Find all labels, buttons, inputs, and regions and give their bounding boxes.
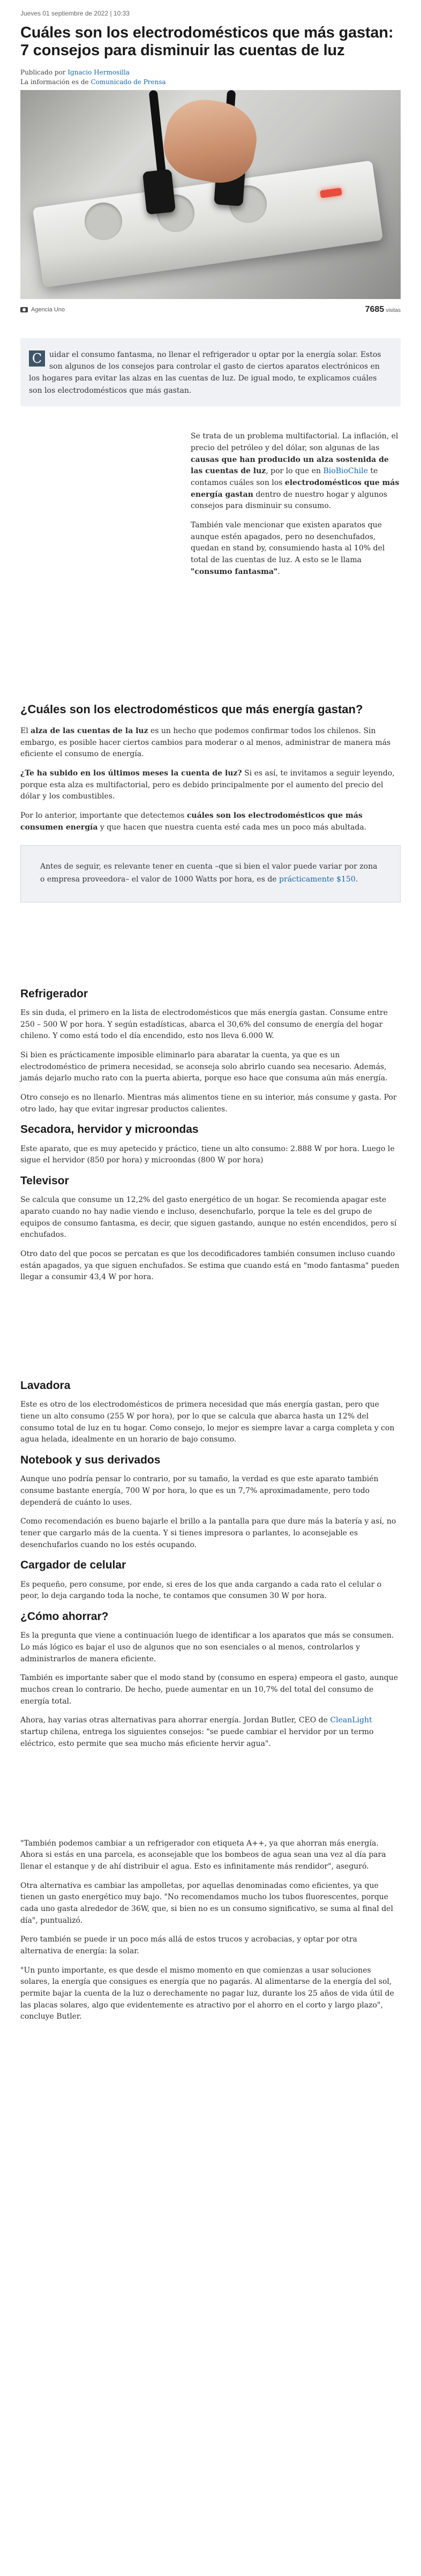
bold-text: alza de las cuentas de la luz (31, 726, 148, 735)
paragraph: Es pequeño, pero consume, por ende, si eres de los que anda cargando a cada rato el celular o peor, lo deja cargando toda la noche, te contamos que consumen 30 W por hora. (20, 1580, 382, 1601)
lead-text: uidar el consumo fantasma, no llenar el refrigerador u optar por la energía solar. Estos son algunos de los consejos para controlar el gasto de ciertos aparatos electrónicos en los hogares para evitar las alzas en las cuentas de luz. De igual modo, te explicamos cuáles son los electrodomésticos que más gastan. (29, 350, 381, 395)
text: dentro de nuestro hogar y algunos consejos para disminuir su consumo. (191, 490, 387, 511)
photo-credit-text: Agencia Uno (31, 306, 65, 313)
paragraph: Aunque uno podría pensar lo contrario, por su tamaño, la verdad es que este aparato también consume bastante energía, 700 W por hora, lo que es un 7,7% aproximadamente, pero todo dependerá de cuánto lo uses. (20, 1475, 379, 1507)
source-link[interactable]: Comunicado de Prensa (91, 78, 166, 86)
paragraph: Como recomendación es bueno bajarle el brillo a la pantalla para que dure más la batería y así, no tener que cargarlo más de la cuenta. Y si tienes impresora o parlantes, lo aconsejable es desenchufarlos cuando no los estés ocupando. (20, 1517, 396, 1549)
hand (159, 93, 262, 188)
text: Antes de seguir, es relevante tener en cuenta –que si bien el valor puede variar por zona o empresa proveedora– el valor de 1000 Watts por hora, es de (40, 862, 378, 884)
bold-text: causas que han producido un alza sostenida de las cuentas de luz (191, 455, 389, 476)
publish-date: Jueves 01 septiembre de 2022 | 10:33 (20, 10, 130, 17)
bold-text: "consumo fantasma" (191, 567, 278, 576)
camera-icon (20, 307, 28, 312)
byline-prefix: Publicado por (20, 68, 66, 76)
ad-space (20, 1291, 401, 1371)
author-link[interactable]: Ignacio Hermosilla (67, 68, 130, 76)
biobiochile-link[interactable]: BioBioChile (323, 467, 368, 476)
intro-paragraph (20, 520, 401, 578)
paragraph: Pero también se puede ir un poco más allá de estos trucos y acrobacias, y optar por otra alternativa de energía: la solar. (20, 1935, 357, 1956)
intro-paragraph (191, 431, 401, 512)
byline (20, 68, 401, 87)
hero-photo (20, 90, 401, 299)
text: Si es así, te invitamos a seguir leyendo, porque esta alza es multifactorial, pero es debido principalmente por el aumento del precio del dólar y los combustibles. (20, 769, 395, 801)
paragraph: Este es otro de los electrodomésticos de primera necesidad que más energía gastan, pero que tiene un alto consumo (255 W por hora), por lo que se calcula que abarca hasta un 12% del consumo total de luz en tu hogar. Como consejo, lo mejor es siempre lavar a carga completa y con agua helada, idealmente en un horario de bajo consumo. (20, 1400, 395, 1444)
photo-meta (20, 303, 401, 317)
text: Ahora, hay varias otras alternativas para ahorrar energía. Jordan Butler, CEO de (20, 1716, 330, 1725)
source-prefix: La información es de (20, 78, 89, 86)
text: El (20, 726, 31, 735)
plug (142, 169, 176, 214)
dropcap: C (29, 350, 45, 367)
section-heading: Lavadora (20, 1379, 71, 1392)
text: y que hacen que nuestra cuenta esté cada mes un poco más abultada. (97, 823, 367, 832)
text: Se trata de un problema multifactorial. La inflación, el precio del petróleo y del dólar, son algunas de las (191, 432, 399, 452)
text: startup chilena, entrega los siguientes consejos: "se puede cambiar el hervidor por un termo eléctrico, esto permite que sea mucho más eficiente hervir agua". (20, 1728, 374, 1748)
paragraph: Otro dato del que pocos se percatan es que los decodificadores también consumen incluso cuando están apagados, ya que siguen enchufados. Se estima que cuando está en "modo fantasma" pueden llegar a consumir 43,4 W por hora. (20, 1250, 400, 1282)
bold-text: ¿Te ha subido en los últimos meses la cuenta de luz? (20, 769, 242, 778)
text: es un hecho que podemos confirmar todos los chilenos. Sin embargo, es posible hacer ciertos cambios para moderar o al menos, administrar de manera más eficiente el consumo de energía. (20, 726, 391, 759)
section-heading: ¿Cómo ahorrar? (20, 1610, 109, 1623)
section-heading: ¿Cuáles son los electrodomésticos que más energía gastan? (20, 703, 363, 716)
paragraph: Otra alternativa es cambiar las ampolletas, por aquellas denominadas como eficientes, ya que tienen un gasto energético muy bajo. "No recomendamos mucho los tubos fluorescentes, porque cada uno gasta alrededor de 36W, que, si bien no es un consumo significativo, se suma al final del día", puntualizó. (20, 1881, 393, 1925)
section-heading: Televisor (20, 1175, 69, 1188)
price-link[interactable]: prácticamente $150 (279, 875, 356, 884)
paragraph (20, 810, 401, 833)
text: También vale mencionar que existen aparatos que aunque estén apagados, pero no desenchufados, quedan en stand by, consumiendo hasta al 10% del total de las cuentas de luz. A esto se le llama (191, 521, 385, 565)
cleanlight-link[interactable]: CleanLight (330, 1716, 372, 1725)
section-heading: Cargador de celular (20, 1559, 126, 1572)
paragraph (20, 768, 401, 803)
paragraph: Este aparato, que es muy apetecido y práctico, tiene un alto consumo: 2.888 W por hora. Luego le sigue el hervidor (850 por hora) y microondas (800 W por hora) (20, 1144, 395, 1165)
visits-label: visitas (386, 307, 401, 313)
visits-count: 7685 (365, 304, 385, 314)
intro-column (20, 431, 401, 512)
paragraph: Otro consejo es no llenarlo. Mientras más alimentos tiene en su interior, más consume y gasta. Por otro lado, hay que evitar ingresar productos calientes. (20, 1093, 397, 1114)
lead-paragraph (20, 338, 401, 407)
ad-space (20, 1758, 401, 1838)
ad-space (20, 915, 401, 980)
paragraph: También es importante saber que el modo stand by (consumo en espera) empeora el gasto, aunque muchos crean lo contrario. De hecho, puede aumentar en un 10,7% del total del consumo de energía total. (20, 1674, 399, 1706)
paragraph (20, 726, 401, 760)
ad-space (20, 585, 401, 692)
text: , por lo que en (266, 467, 324, 476)
article-title: Cuáles son los electrodomésticos que más gastan: 7 consejos para disminuir las cuentas de luz (20, 24, 394, 59)
section-heading: Refrigerador (20, 987, 88, 1000)
text: . (355, 875, 358, 884)
photo-credit (20, 305, 65, 315)
visits-counter (365, 303, 401, 317)
section-heading: Notebook y sus derivados (20, 1454, 161, 1467)
paragraph: Es la pregunta que viene a continuación luego de identificar a los aparatos que más se consumen. Lo más lógico es bajar el uso de algunos que no son esenciales o al menos, controlarlos y administrarlos de manera eficiente. (20, 1631, 394, 1663)
socket (85, 203, 122, 240)
price-callout (20, 845, 401, 902)
section-heading: Secadora, hervidor y microondas (20, 1123, 199, 1136)
text: Por lo anterior, importante que detectemos (20, 811, 187, 820)
paragraph: "Un punto importante, es que desde el mismo momento en que comienzas a usar soluciones solares, la energía que consigues es energía que no pagarás. Al alimentarse de la energía del sol, permite bajar la cuenta de la luz o derechamente no pagar luz, durante los 25 años de vida útil de las placas solares, algo que evidentemente es atractivo por el ahorro en el corto y largo plazo", concluye Butler. (20, 1966, 394, 2021)
paragraph: Si bien es prácticamente imposible eliminarlo para abaratar la cuenta, ya que es un electrodoméstico de primera necesidad, se aconseja solo abrirlo cuando sea necesario. Además, jamás dejarlo mucho rato con la puerta abierta, porque eso hace que consuma aún más energía. (20, 1050, 388, 1083)
bold-text: electrodomésticos que más energía gastan (191, 478, 400, 499)
paragraph: Se calcula que consume un 12,2% del gasto energético de un hogar. Se recomienda apagar este aparato cuando no hay nadie viendo e incluso, desenchufarlo, porque la tele es del grupo de equipos de consumo fantasma, es decir, que siguen gastando, aunque no estén encendidos, pero sí enchufados. (20, 1196, 397, 1240)
paragraph (20, 1715, 401, 1750)
paragraph: Es sin duda, el primero en la lista de electrodomésticos que más energía gastan. Consume entre 250 – 500 W por hora. Y según estadísticas, abarca el 30,6% del consumo de energía del hogar chileno. Y como está todo el día encendido, esto nos lleva 6.000 W. (20, 1008, 388, 1041)
bold-text: cuáles son los electrodomésticos que más consumen energía (20, 811, 363, 832)
paragraph: "También podemos cambiar a un refrigerador con etiqueta A++, ya que ahorran más energía. Ahora si estás en una parcela, es aconsejable que los bombeos de agua sean una vez al día para llenar el estanque y de ahí distribuir el agua. Esto es infinitamente más rendidor", aseguró. (20, 1839, 386, 1871)
text: te contamos cuáles son los (191, 467, 378, 487)
text: . (277, 567, 280, 576)
